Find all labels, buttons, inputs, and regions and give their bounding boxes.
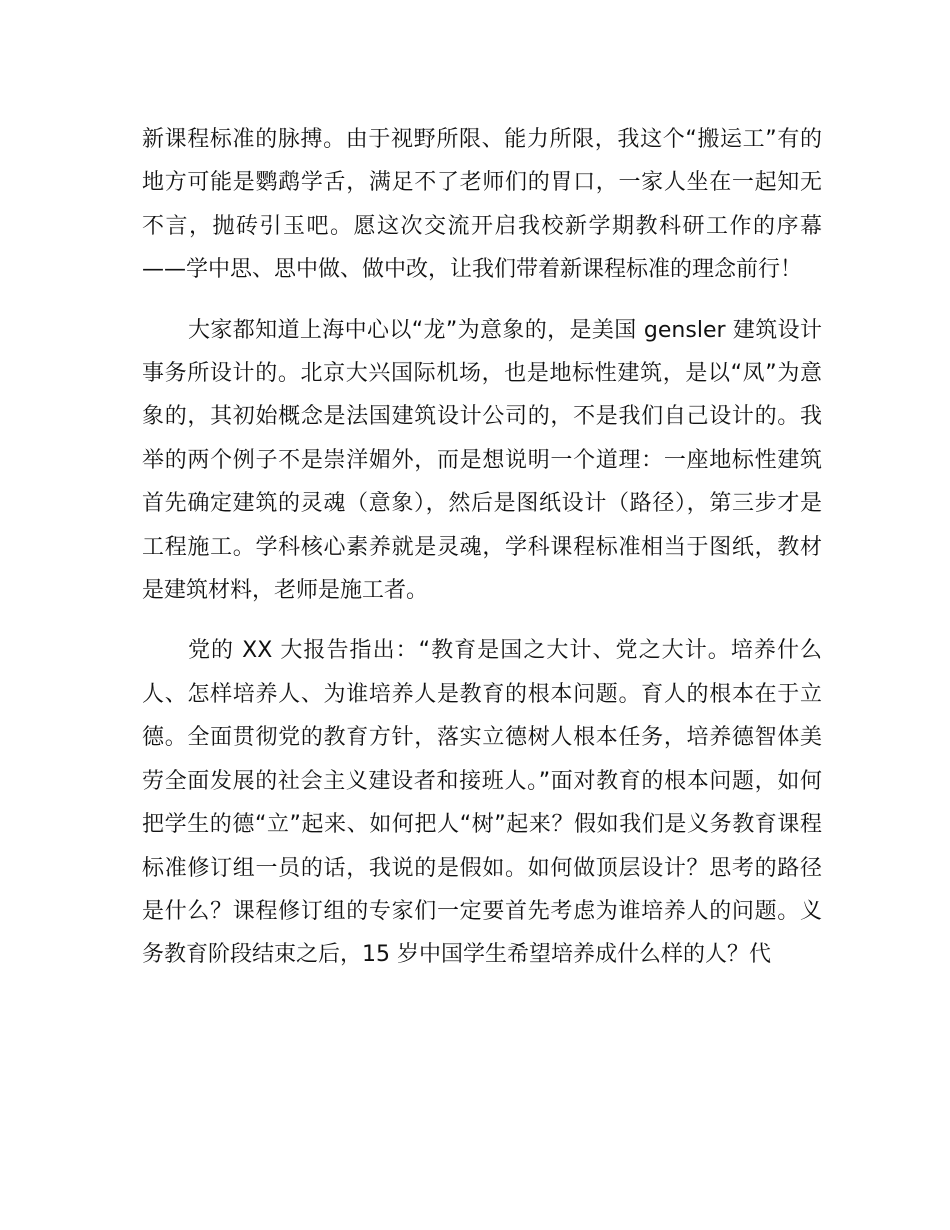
document-body xyxy=(142,118,822,994)
paragraph-continuation: 新课程标准的脉搏。由于视野所限、能力所限，我这个“搬运工”有的地方可能是鹦鹉学舌，满足不了老师们的胃口，一家人坐在一起知无不言，抛砖引玉吧。愿这次交流开启我校新学期教科研工作的序幕——学中思、思中做、做中改，让我们带着新课程标准的理念前行！ xyxy=(142,127,822,283)
paragraph-education-report: 党的 XX 大报告指出：“教育是国之大计、党之大计。培养什么人、怎样培养人、为谁培养人是教育的根本问题。育人的根本在于立德。全面贯彻党的教育方针，落实立德树人根本任务，培养德智体美劳全面发展的社会主义建设者和接班人。”面对教育的根本问题，如何把学生的德“立”起来、如何把人“树”起来？假如我们是义务教育课程标准修订组一员的话，我说的是假如。如何做顶层设计？思考的路径是什么？课程修订组的专家们一定要首先考虑为谁培养人的问题。义务教育阶段结束之后，15 岁中国学生希望培养成什么样的人？代 xyxy=(142,638,822,968)
paragraph-architecture-analogy: 大家都知道上海中心以“龙”为意象的，是美国 gensler 建筑设计事务所设计的。北京大兴国际机场，也是地标性建筑，是以“凤”为意象的，其初始概念是法国建筑设计公司的，不是我们自己设计的。我举的两个例子不是崇洋媚外，而是想说明一个道理：一座地标性建筑首先确定建筑的灵魂（意象），然后是图纸设计（路径），第三步才是工程施工。学科核心素养就是灵魂，学科课程标准相当于图纸，教材是建筑材料，老师是施工者。 xyxy=(142,317,822,604)
